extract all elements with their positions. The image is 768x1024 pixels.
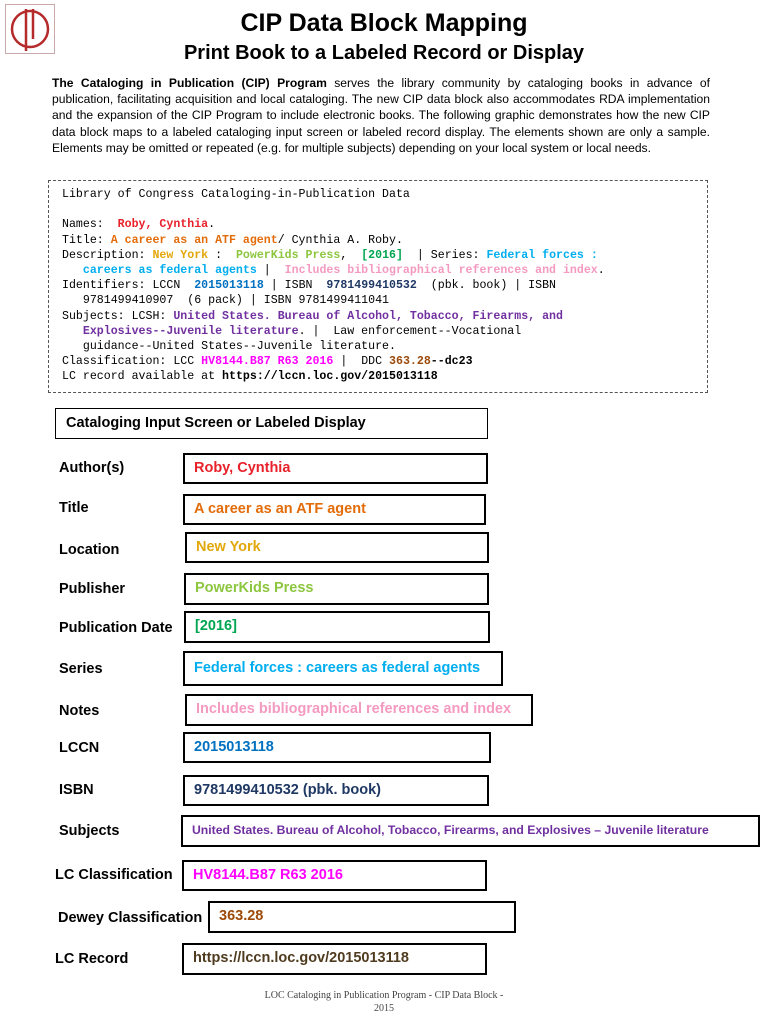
cip-sep: : [208,248,236,262]
label-dewey-classification: Dewey Classification [58,910,203,926]
label-authors: Author(s) [59,460,125,476]
cip-subj-b: Explosives--Juvenile literature [82,324,299,338]
field-lc-record: https://lccn.loc.gov/2015013118 [182,943,487,975]
field-authors: Roby, Cynthia [183,453,488,484]
cip-isbn: 9781499410532 [326,279,417,293]
label-series: Series [59,661,103,677]
page-title: CIP Data Block Mapping [240,9,528,37]
cip-title-label: Title: [62,233,111,247]
label-isbn: ISBN [59,782,94,798]
label-location: Location [59,542,120,558]
label-subjects: Subjects [59,823,120,839]
cip-ident-rest2: 9781499410907 (6 pack) | ISBN 9781499411041 [82,294,389,308]
cip-ident-label: Identifiers: LCCN [62,279,195,293]
intro-text: serves the library community by cataloging books in advance of publication, facilitating acquisition and local cataloging. The new CIP data block also accommodates RDA implementation and the expansion of the CIP Program to include electronic books. The following graphic demonstrates how the new CIP data block maps to a labeled cataloging input screen or labeled record display. The elements shown are only a sample. Elements may be omitted or repeated (e.g. for multiple subjects) depending on your local system or local needs. [52,76,710,155]
cip-lccn: 2015013118 [194,279,264,293]
field-location: New York [185,532,489,563]
field-lc-classification: HV8144.B87 R63 2016 [182,860,487,891]
cip-series-b: careers as federal agents [82,264,257,278]
display-heading: Cataloging Input Screen or Labeled Display [55,408,488,439]
intro-bold: The Cataloging in Publication (CIP) Program [52,76,327,90]
cip-desc-end: . [597,264,605,278]
cip-notes: Includes bibliographical references and index [284,264,598,278]
label-lccn: LCCN [59,740,100,756]
label-lc-record: LC Record [55,951,129,967]
cip-lcc: HV8144.B87 R63 2016 [201,355,334,369]
cip-sep: | [256,264,285,278]
footer-line-2: 2015 [374,1003,394,1014]
label-lc-classification: LC Classification [55,867,173,883]
cip-title-suffix: / Cynthia A. Roby. [277,233,403,247]
cip-title-value: A career as an ATF agent [110,233,278,247]
cip-series-label: | Series: [402,248,487,262]
cip-isbn-label: | ISBN [263,279,327,293]
cip-desc-label: Description: [62,248,153,262]
label-publisher: Publisher [59,581,126,597]
cip-names-suffix: . [208,218,216,232]
label-notes: Notes [59,703,100,719]
field-subjects: United States. Bureau of Alcohol, Tobacco, Firearms, and Explosives – Juvenile literature [181,815,760,847]
field-publisher: PowerKids Press [184,573,489,605]
field-dewey-classification: 363.28 [208,901,516,933]
field-title: A career as an ATF agent [183,494,486,525]
cip-subj-rest: . | Law enforcement--Vocational [298,324,522,338]
cip-date: [2016] [361,248,403,262]
cip-subj-rest2: guidance--United States--Juvenile literature. [82,340,396,354]
cip-location: New York [152,248,209,262]
cip-ident-rest: (pbk. book) | ISBN [416,279,557,293]
cip-data-block [48,180,708,393]
footer-line-1: LOC Cataloging in Publication Program - CIP Data Block - [264,990,504,1001]
field-notes: Includes bibliographical references and index [185,694,533,726]
cip-names-label: Names: [62,218,118,232]
intro-paragraph [52,75,710,156]
label-publication-date: Publication Date [59,620,173,636]
cip-subj-label: Subjects: LCSH: [62,309,174,323]
cip-record-url: https://lccn.loc.gov/2015013118 [222,370,438,384]
page-subtitle: Print Book to a Labeled Record or Display [183,42,585,64]
field-publication-date: [2016] [184,611,490,643]
field-isbn: 9781499410532 (pbk. book) [183,775,489,806]
cip-sep: , [340,248,362,262]
cip-class-label: Classification: LCC [62,355,202,369]
cip-ddc: 363.28 [389,355,431,369]
field-series: Federal forces : careers as federal agents [183,651,503,686]
cip-record-label: LC record available at [62,370,223,384]
cip-series-a: Federal forces : [486,248,598,262]
label-title: Title [59,500,89,516]
cip-names-value: Roby, Cynthia [117,218,209,232]
cip-heading: Library of Congress Cataloging-in-Publication Data [62,188,410,201]
field-lccn: 2015013118 [183,732,491,763]
cip-dc23: --dc23 [430,355,473,369]
cip-subj-a: United States. Bureau of Alcohol, Tobacco, Firearms, and [173,309,563,323]
cip-publisher: PowerKids Press [235,248,341,262]
cip-ddc-label: | DDC [333,355,390,369]
